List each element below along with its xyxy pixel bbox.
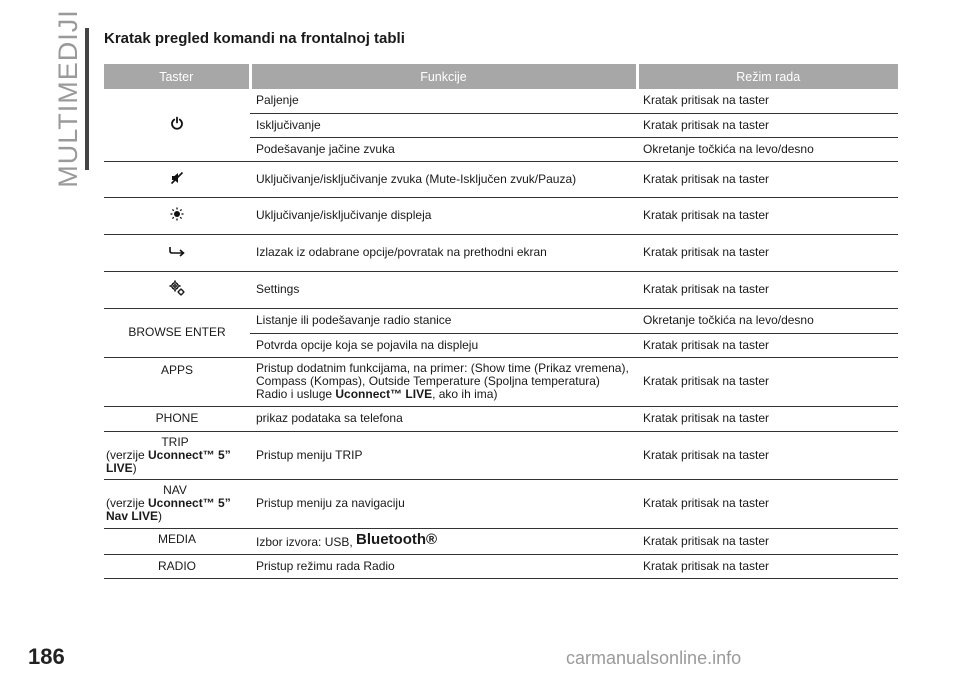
table-row: [104, 89, 898, 113]
display-key-cell: [104, 197, 250, 234]
mode-cell: Kratak pritisak na taster: [637, 431, 898, 479]
power-icon: [170, 116, 184, 133]
table-row: [104, 528, 898, 554]
mute-key-cell: [104, 161, 250, 197]
mode-cell: Kratak pritisak na taster: [637, 357, 898, 406]
page-title: Kratak pregled komandi na frontalnoj tabli: [104, 30, 405, 47]
function-cell: Izlazak iz odabrane opcije/povratak na prethodni ekran: [250, 234, 637, 271]
back-icon: [168, 245, 186, 260]
watermark: carmanualsonline.info: [566, 648, 742, 668]
table-row: [104, 161, 898, 197]
function-cell: Podešavanje jačine zvuka: [250, 137, 637, 161]
table-row: [104, 234, 898, 271]
mode-cell: Kratak pritisak na taster: [637, 333, 898, 357]
table-row: [104, 554, 898, 578]
header-rezim-rada: Režim rada: [637, 64, 898, 89]
table-row: [104, 197, 898, 234]
function-cell: Pristup meniju TRIP: [250, 431, 637, 479]
function-cell: Paljenje: [250, 89, 637, 113]
mode-cell: Okretanje točkića na levo/desno: [637, 137, 898, 161]
side-section-label: MULTIMEDIJI: [52, 8, 83, 188]
mute-icon: [170, 171, 184, 188]
table-row: [104, 431, 898, 479]
mode-cell: Kratak pritisak na taster: [637, 161, 898, 197]
apps-key-cell: APPS: [104, 357, 250, 406]
mode-cell: Kratak pritisak na taster: [637, 554, 898, 578]
function-cell: Settings: [250, 271, 637, 308]
mode-cell: Kratak pritisak na taster: [637, 479, 898, 528]
table-row: [104, 271, 898, 308]
controls-table-wrap: [104, 64, 898, 579]
display-icon: [170, 207, 184, 224]
nav-key-cell: NAV (verzije Uconnect™ 5” Nav LIVE): [104, 479, 250, 528]
mode-cell: Kratak pritisak na taster: [637, 197, 898, 234]
power-key-cell: [104, 89, 250, 161]
browse-key-cell: BROWSE ENTER: [104, 308, 250, 357]
phone-key-cell: PHONE: [104, 406, 250, 431]
table-row: [104, 308, 898, 333]
header-funkcije: Funkcije: [250, 64, 637, 89]
function-cell: Uključivanje/isključivanje displeja: [250, 197, 637, 234]
settings-key-cell: [104, 271, 250, 308]
table-header-row: [104, 64, 898, 89]
mode-cell: Okretanje točkića na levo/desno: [637, 308, 898, 333]
table-row: [104, 406, 898, 431]
back-key-cell: [104, 234, 250, 271]
function-cell: Potvrda opcije koja se pojavila na displeju: [250, 333, 637, 357]
mode-cell: Kratak pritisak na taster: [637, 234, 898, 271]
mode-cell: Kratak pritisak na taster: [637, 528, 898, 554]
radio-key-cell: RADIO: [104, 554, 250, 578]
page-number: 186: [28, 644, 65, 669]
function-cell: Isključivanje: [250, 113, 637, 137]
mode-cell: Kratak pritisak na taster: [637, 113, 898, 137]
mode-cell: Kratak pritisak na taster: [637, 271, 898, 308]
trip-key-cell: TRIP (verzije Uconnect™ 5” LIVE): [104, 431, 250, 479]
gear-icon: [168, 279, 186, 300]
bluetooth-brand: Bluetooth®: [356, 531, 438, 548]
function-cell: prikaz podataka sa telefona: [250, 406, 637, 431]
function-cell: Uključivanje/isključivanje zvuka (Mute-Isključen zvuk/Pauza): [250, 161, 637, 197]
function-cell: Izbor izvora: USB, Bluetooth®: [250, 528, 637, 554]
function-cell: Pristup meniju za navigaciju: [250, 479, 637, 528]
header-taster: Taster: [104, 64, 250, 89]
mode-cell: Kratak pritisak na taster: [637, 89, 898, 113]
table-row: [104, 479, 898, 528]
mode-cell: Kratak pritisak na taster: [637, 406, 898, 431]
side-rule: [85, 28, 89, 170]
function-cell: Pristup režimu rada Radio: [250, 554, 637, 578]
function-cell: Listanje ili podešavanje radio stanice: [250, 308, 637, 333]
function-cell: Pristup dodatnim funkcijama, na primer: (Show time (Prikaz vremena), Compass (Kompas), Outside Temperature (Spoljna temperatura) Radio i usluge Uconnect™ LIVE, ako ih ima): [250, 357, 637, 406]
media-key-cell: MEDIA: [104, 528, 250, 554]
table-row: [104, 357, 898, 406]
controls-table: [104, 64, 898, 579]
